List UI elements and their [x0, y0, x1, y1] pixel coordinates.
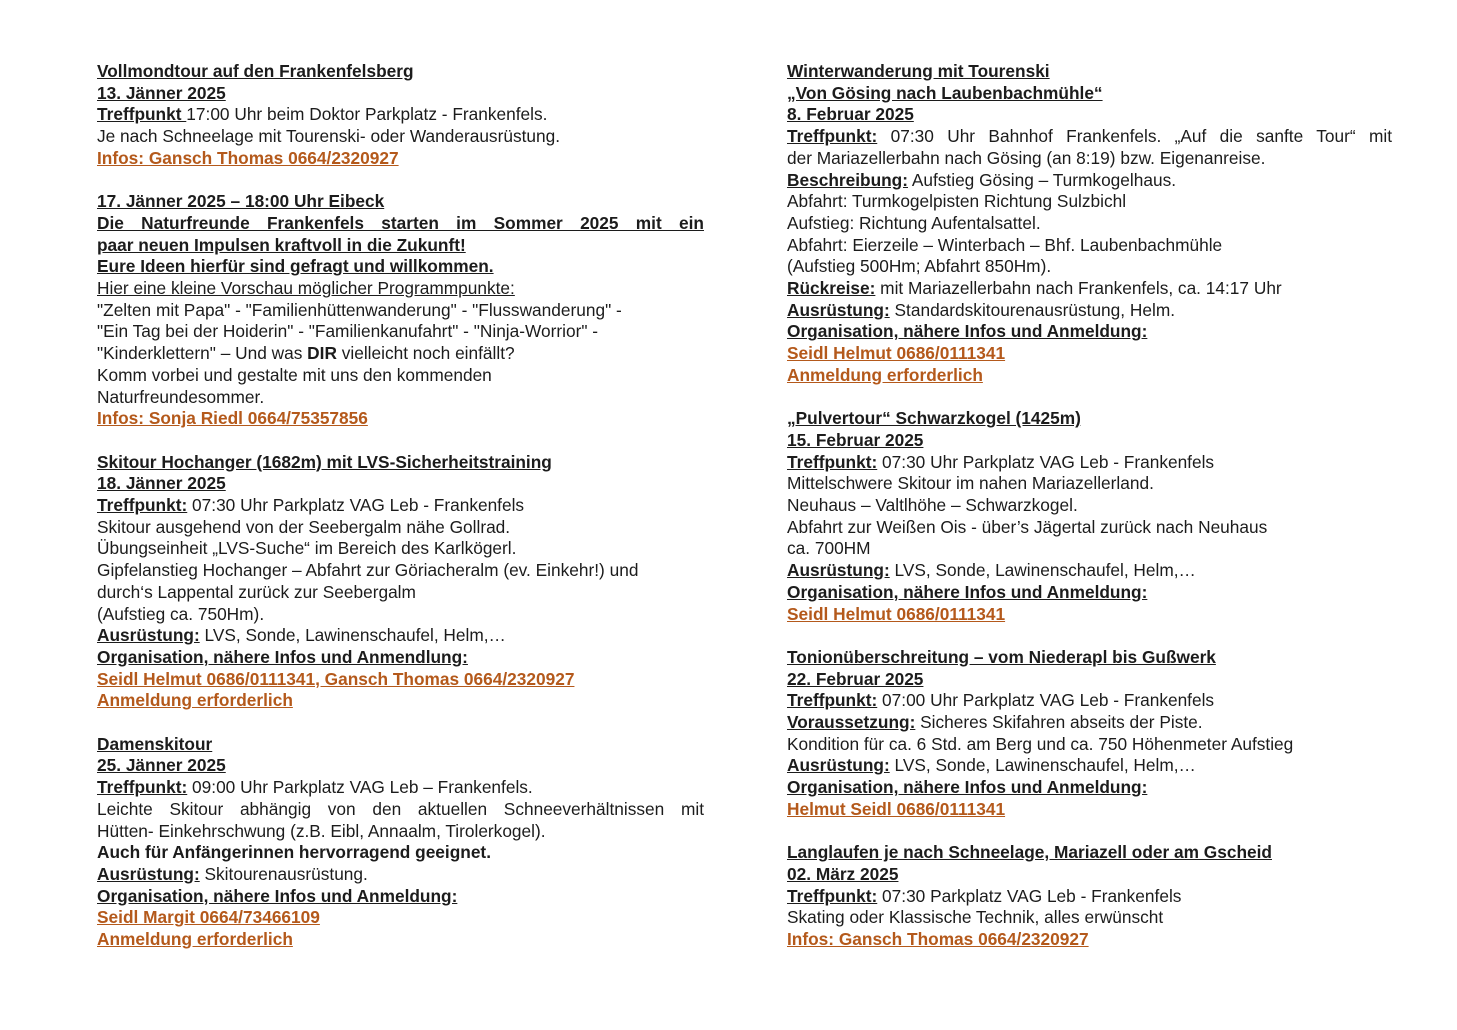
text-line — [97, 278, 704, 300]
text-span: Auch für Anfängerinnen hervorragend geeignet. — [97, 842, 491, 863]
text-span: Je nach Schneelage mit Tourenski- oder Wanderausrüstung. — [97, 126, 561, 147]
text-line — [97, 408, 704, 430]
text-line — [787, 886, 1392, 908]
text-span: Damenskitour — [97, 733, 213, 754]
text-span: DIR — [307, 343, 337, 364]
text-span: Treffpunkt: — [787, 126, 878, 147]
text-span: der Mariazellerbahn nach Gösing (an 8:19) bzw. Eigenanreise. — [787, 147, 1266, 168]
text-line — [97, 365, 704, 387]
text-line — [787, 517, 1392, 539]
text-line — [787, 126, 1392, 148]
text-span: (Aufstieg ca. 750Hm). — [97, 603, 265, 624]
text-line — [787, 604, 1392, 626]
text-span: 17:00 Uhr beim Doktor Parkplatz - Frankenfels. — [186, 104, 548, 125]
text-span: mit Mariazellerbahn nach Frankenfels, ca. 14:17 Uhr — [875, 278, 1282, 299]
text-line — [787, 755, 1392, 777]
text-span: 13. Jänner 2025 — [97, 82, 226, 103]
text-span: Mittelschwere Skitour im nahen Mariazellerland. — [787, 473, 1154, 494]
text-span: Abfahrt: Turmkogelpisten Richtung Sulzbichl — [787, 191, 1127, 212]
text-line — [787, 170, 1392, 192]
text-line — [787, 712, 1392, 734]
text-line — [97, 452, 704, 474]
text-span: Tonionüberschreitung – vom Niederapl bis Gußwerk — [787, 646, 1216, 667]
text-line — [787, 669, 1392, 691]
text-line — [97, 625, 704, 647]
text-span: 07:30 Parkplatz VAG Leb - Frankenfels — [877, 885, 1182, 906]
event-damenskitour — [97, 734, 704, 951]
text-line — [97, 300, 704, 322]
text-span: Ausrüstung: — [787, 560, 890, 581]
text-line — [97, 191, 704, 213]
text-line — [97, 690, 704, 712]
text-span: durch‘s Lappental zurück zur Seebergalm — [97, 581, 416, 602]
text-span: Naturfreundesommer. — [97, 386, 265, 407]
text-span: 17. Jänner 2025 – 18:00 Uhr Eibeck — [97, 191, 385, 212]
text-span: Organisation, nähere Infos und Anmeldung: — [787, 321, 1148, 342]
text-span: Skitour ausgehend von der Seebergalm nähe Gollrad. — [97, 516, 511, 537]
left-column — [97, 61, 704, 972]
contact-link[interactable]: Helmut Seidl 0686/0111341 — [787, 798, 1006, 819]
text-line — [97, 799, 704, 821]
text-span: Treffpunkt: — [787, 451, 878, 472]
text-line — [97, 538, 704, 560]
event-winterwanderung-tourenski — [787, 61, 1392, 387]
text-line — [787, 777, 1392, 799]
contact-link[interactable]: Infos: Gansch Thomas 0664/2320927 — [97, 147, 399, 168]
text-line — [787, 343, 1392, 365]
text-line — [97, 517, 704, 539]
text-span: "Zelten mit Papa" - "Familienhüttenwanderung" - "Flusswanderung" - — [97, 299, 622, 320]
text-span: Hütten- Einkehrschwung (z.B. Eibl, Annaalm, Tirolerkogel). — [97, 820, 546, 841]
text-span: LVS, Sonde, Lawinenschaufel, Helm,… — [889, 560, 1196, 581]
text-span: Skitour Hochanger (1682m) mit LVS-Sicherheitstraining — [97, 451, 552, 472]
text-span: Leichte Skitour abhängig von den aktuellen Schneeverhältnissen mit — [97, 798, 704, 819]
text-span: Komm vorbei und gestalte mit uns den kommenden — [97, 364, 492, 385]
text-line — [97, 560, 704, 582]
text-span: Langlaufen je nach Schneelage, Mariazell oder am Gscheid — [787, 842, 1272, 863]
event-vollmondtour-frankenfelsberg — [97, 61, 704, 170]
text-line — [787, 864, 1392, 886]
text-span: Kondition für ca. 6 Std. am Berg und ca. 750 Höhenmeter Aufstieg — [787, 733, 1294, 754]
text-line — [97, 886, 704, 908]
text-span: Rückreise: — [787, 278, 876, 299]
contact-link[interactable]: Seidl Helmut 0686/0111341, Gansch Thomas 0664/2320927 — [97, 668, 575, 689]
text-line — [97, 256, 704, 278]
text-line — [97, 343, 704, 365]
text-line — [787, 690, 1392, 712]
text-line — [97, 604, 704, 626]
text-line — [787, 104, 1392, 126]
text-line — [97, 148, 704, 170]
text-line — [787, 408, 1392, 430]
text-span: (Aufstieg 500Hm; Abfahrt 850Hm). — [787, 256, 1052, 277]
text-span: Ausrüstung: — [787, 755, 890, 776]
text-line — [97, 495, 704, 517]
contact-link[interactable]: Seidl Helmut 0686/0111341 — [787, 343, 1006, 364]
text-span: „Von Gösing nach Laubenbachmühle“ — [787, 82, 1103, 103]
right-column — [787, 61, 1392, 972]
text-span: Treffpunkt: — [97, 495, 188, 516]
text-line — [97, 126, 704, 148]
text-span: 15. Februar 2025 — [787, 429, 924, 450]
text-span: Beschreibung: — [787, 169, 908, 190]
text-span: Gipfelanstieg Hochanger – Abfahrt zur Göriacheralm (ev. Einkehr!) und — [97, 560, 639, 581]
text-span: Aufstieg: Richtung Aufentalsattel. — [787, 212, 1041, 233]
text-span: Ausrüstung: — [97, 625, 200, 646]
text-span: 8. Februar 2025 — [787, 104, 914, 125]
text-line — [97, 104, 704, 126]
text-span: Skitourenausrüstung. — [199, 863, 368, 884]
text-span: Treffpunkt: — [787, 690, 878, 711]
text-span: Standardskitourenausrüstung, Helm. — [889, 299, 1176, 320]
text-line — [787, 148, 1392, 170]
text-span: 18. Jänner 2025 — [97, 473, 226, 494]
text-span: vielleicht noch einfällt? — [336, 343, 515, 364]
text-span: Treffpunkt: — [97, 777, 188, 798]
text-span: Hier eine kleine Vorschau möglicher Programmpunkte: — [97, 278, 515, 299]
text-line — [97, 83, 704, 105]
text-line — [787, 538, 1392, 560]
text-line — [787, 235, 1392, 257]
text-line — [787, 191, 1392, 213]
text-line — [97, 734, 704, 756]
contact-link[interactable]: Seidl Helmut 0686/0111341 — [787, 603, 1006, 624]
text-line — [787, 647, 1392, 669]
text-line — [97, 235, 704, 257]
text-line — [97, 582, 704, 604]
text-span: Organisation, nähere Infos und Anmendlung: — [97, 646, 468, 667]
text-span: Die Naturfreunde Frankenfels starten im Sommer 2025 mit ein — [97, 212, 704, 233]
event-tonionueberschreitung — [787, 647, 1392, 821]
text-line — [787, 300, 1392, 322]
text-span: Abfahrt zur Weißen Ois - über’s Jägertal zurück nach Neuhaus — [787, 516, 1268, 537]
event-ideenabend-eibeck — [97, 191, 704, 430]
text-line — [787, 907, 1392, 929]
text-line — [97, 929, 704, 951]
text-line — [97, 755, 704, 777]
event-pulvertour-schwarzkogel — [787, 408, 1392, 625]
text-span: 02. März 2025 — [787, 863, 899, 884]
text-span: Aufstieg Gösing – Turmkogelhaus. — [908, 169, 1177, 190]
text-span: "Kinderklettern" – Und was — [97, 343, 308, 364]
text-line — [97, 321, 704, 343]
contact-link[interactable]: Infos: Sonja Riedl 0664/75357856 — [97, 408, 368, 429]
text-line — [97, 473, 704, 495]
contact-link[interactable]: Infos: Gansch Thomas 0664/2320927 — [787, 929, 1089, 950]
text-span: Übungseinheit „LVS-Suche“ im Bereich des Karlkögerl. — [97, 538, 517, 559]
text-line — [97, 213, 704, 235]
text-span: 07:30 Uhr Bahnhof Frankenfels. „Auf die sanfte Tour“ mit — [877, 126, 1392, 147]
text-line — [787, 83, 1392, 105]
text-span: 25. Jänner 2025 — [97, 755, 226, 776]
text-line — [787, 213, 1392, 235]
text-line — [97, 864, 704, 886]
contact-link[interactable]: Anmeldung erforderlich — [787, 364, 983, 385]
text-span: Skating oder Klassische Technik, alles erwünscht — [787, 907, 1164, 928]
text-span: "Ein Tag bei der Hoiderin" - "Familienkanufahrt" - "Ninja-Worrior" - — [97, 321, 599, 342]
text-line — [787, 365, 1392, 387]
text-span: paar neuen Impulsen kraftvoll in die Zukunft! — [97, 234, 466, 255]
text-span: Ausrüstung: — [787, 299, 890, 320]
text-line — [787, 582, 1392, 604]
contact-link[interactable]: Seidl Margit 0664/73466109 — [97, 907, 320, 928]
text-span: LVS, Sonde, Lawinenschaufel, Helm,… — [889, 755, 1196, 776]
text-span: Vollmondtour auf den Frankenfelsberg — [97, 61, 414, 81]
text-line — [787, 842, 1392, 864]
text-line — [97, 647, 704, 669]
text-line — [787, 473, 1392, 495]
text-line — [787, 495, 1392, 517]
text-line — [97, 387, 704, 409]
text-span: 09:00 Uhr Parkplatz VAG Leb – Frankenfels. — [187, 777, 533, 798]
event-skitour-hochanger — [97, 452, 704, 712]
text-line — [97, 821, 704, 843]
text-line — [97, 61, 704, 83]
text-span: Sicheres Skifahren abseits der Piste. — [915, 712, 1203, 733]
text-line — [787, 560, 1392, 582]
text-span: 07:00 Uhr Parkplatz VAG Leb - Frankenfels — [877, 690, 1215, 711]
text-line — [787, 929, 1392, 951]
text-span: Treffpunkt: — [787, 885, 878, 906]
text-line — [787, 452, 1392, 474]
text-line — [97, 842, 704, 864]
contact-link[interactable]: Anmeldung erforderlich — [97, 690, 293, 711]
text-span: 22. Februar 2025 — [787, 668, 924, 689]
text-line — [97, 907, 704, 929]
text-span: 07:30 Uhr Parkplatz VAG Leb - Frankenfels — [187, 495, 525, 516]
text-span: Treffpunkt — [97, 104, 187, 125]
text-span: Abfahrt: Eierzeile – Winterbach – Bhf. Laubenbachmühle — [787, 234, 1223, 255]
text-span: Winterwanderung mit Tourenski — [787, 61, 1050, 81]
event-langlaufen — [787, 842, 1392, 951]
text-line — [787, 734, 1392, 756]
text-line — [787, 256, 1392, 278]
text-span: ca. 700HM — [787, 538, 871, 559]
text-span: Organisation, nähere Infos und Anmeldung: — [787, 777, 1148, 798]
text-span: Organisation, nähere Infos und Anmeldung: — [787, 581, 1148, 602]
text-line — [787, 799, 1392, 821]
text-span: Neuhaus – Valtlhöhe – Schwarzkogel. — [787, 495, 1078, 516]
text-line — [97, 669, 704, 691]
text-span: Ausrüstung: — [97, 863, 200, 884]
text-line — [787, 278, 1392, 300]
text-span: Voraussetzung: — [787, 712, 916, 733]
text-line — [787, 430, 1392, 452]
text-span: Eure Ideen hierfür sind gefragt und willkommen. — [97, 256, 494, 277]
text-line — [787, 321, 1392, 343]
text-line — [97, 777, 704, 799]
text-line — [787, 61, 1392, 83]
text-span: Organisation, nähere Infos und Anmeldung: — [97, 885, 458, 906]
text-span: „Pulvertour“ Schwarzkogel (1425m) — [787, 408, 1081, 429]
contact-link[interactable]: Anmeldung erforderlich — [97, 929, 293, 950]
text-span: 07:30 Uhr Parkplatz VAG Leb - Frankenfels — [877, 451, 1215, 472]
text-span: LVS, Sonde, Lawinenschaufel, Helm,… — [199, 625, 506, 646]
